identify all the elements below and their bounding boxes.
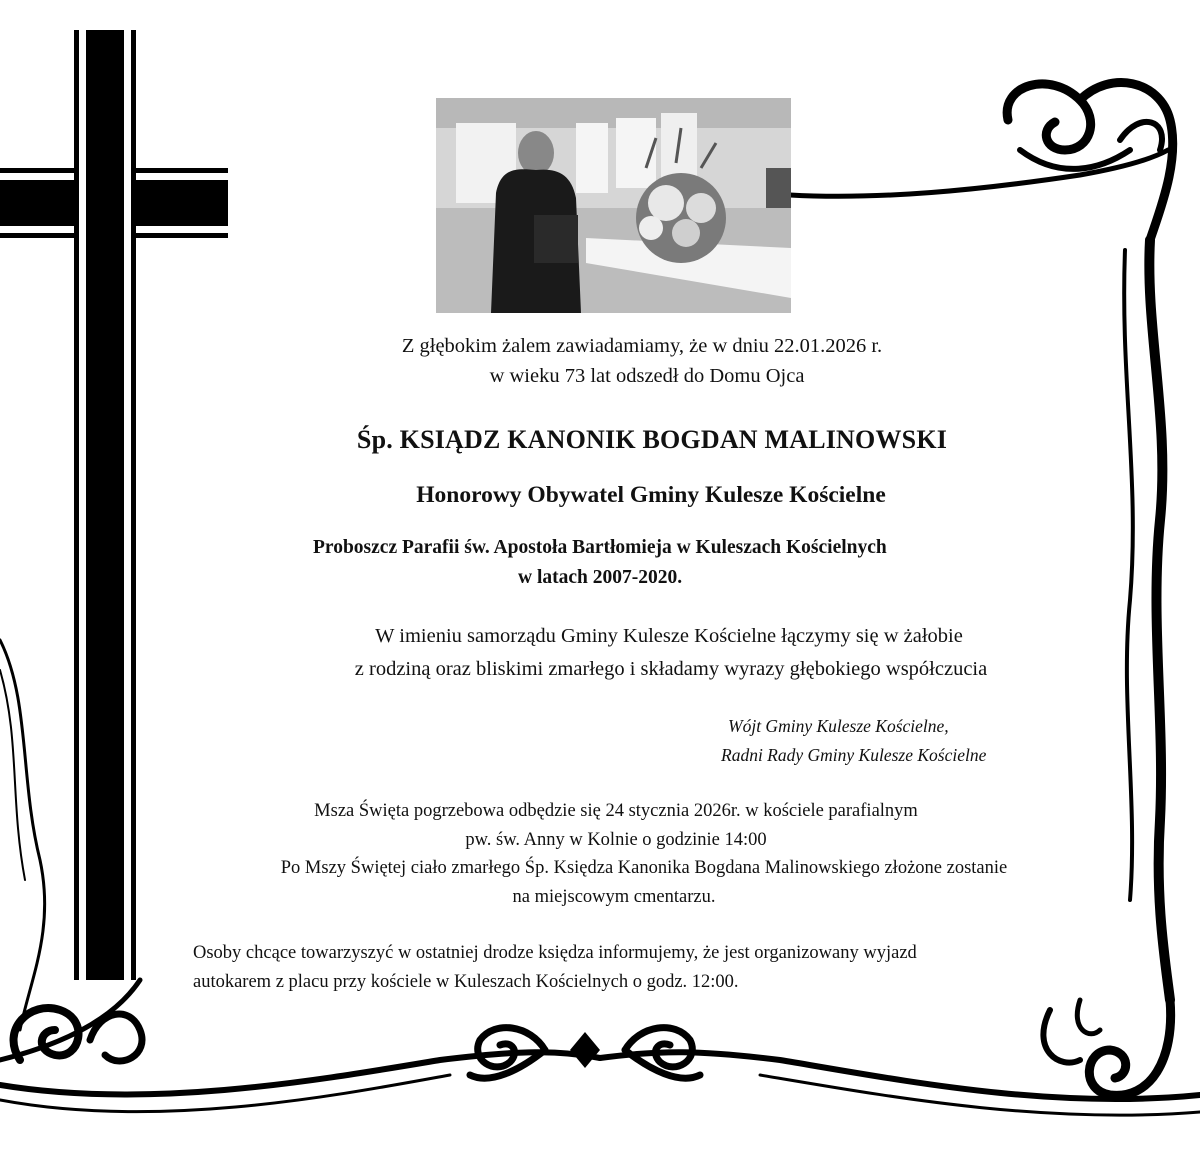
signature-line-2: Radni Rady Gminy Kulesze Kościelne bbox=[721, 745, 987, 765]
role-line-1: Proboszcz Parafii św. Apostoła Bartłomieja w Kuleszach Kościelnych bbox=[313, 537, 887, 558]
honorary-title: Honorowy Obywatel Gminy Kulesze Kościelne bbox=[416, 482, 886, 508]
funeral-line-1: Msza Święta pogrzebowa odbędzie się 24 stycznia 2026r. w kościele parafialnym bbox=[314, 801, 918, 821]
role-line-2: w latach 2007-2020. bbox=[518, 567, 683, 588]
funeral-line-4: na miejscowym cmentarzu. bbox=[512, 887, 716, 907]
intro-line-2: w wieku 73 lat odszedł do Domu Ojca bbox=[489, 365, 805, 387]
intro-line-1: Z głębokim żalem zawiadamiamy, że w dniu 22.01.2026 r. bbox=[401, 335, 883, 357]
condolences-line-2: z rodziną oraz bliskimi zmarłego i składamy wyrazy głębokiego współczucia bbox=[354, 658, 988, 680]
portrait-photo bbox=[436, 98, 791, 313]
condolences-line-1: W imieniu samorządu Gminy Kulesze Kościelne łączymy się w żałobie bbox=[375, 625, 963, 647]
deceased-name: Śp. KSIĄDZ KANONIK BOGDAN MALINOWSKI bbox=[356, 425, 948, 454]
funeral-line-3: Po Mszy Świętej ciało zmarłego Śp. Księdza Kanonika Bogdana Malinowskiego złożone zostanie bbox=[280, 858, 1008, 878]
transport-line-1: Osoby chcące towarzyszyć w ostatniej drodze księdza informujemy, że jest organizowany wyjazd bbox=[193, 943, 917, 963]
funeral-line-2: pw. św. Anny w Kolnie o godzinie 14:00 bbox=[465, 830, 767, 850]
transport-line-2: autokarem z placu przy kościele w Kuleszach Kościelnych o godz. 12:00. bbox=[193, 972, 739, 992]
signature-line-1: Wójt Gminy Kulesze Kościelne, bbox=[728, 716, 949, 736]
